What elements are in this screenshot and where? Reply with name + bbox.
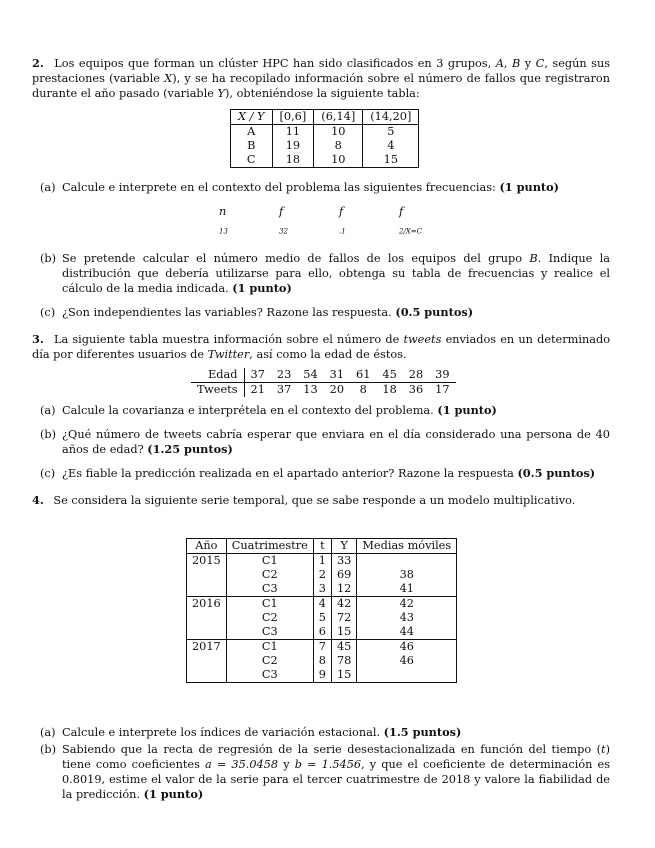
points: (0.5 puntos) — [517, 466, 596, 481]
item-body: Se pretende calcular el número medio de fallos de los equipos del grupo — [62, 252, 523, 266]
time-series-table — [186, 538, 457, 683]
question-4-items — [32, 725, 610, 802]
table-row — [191, 383, 456, 398]
question-3-intro — [32, 332, 610, 362]
frequency-list — [219, 204, 610, 239]
item-body: ¿Es fiable la predicción realizada en el apartado anterior? Razone la respuesta — [62, 467, 514, 481]
table-cell: 23 — [271, 368, 297, 383]
table-cell: 8 — [359, 383, 367, 397]
table-cell: 1 — [313, 554, 331, 569]
table-cell: 15 — [331, 668, 356, 683]
table-cell — [357, 668, 457, 683]
row-label: B — [231, 139, 273, 153]
table-cell: 5 — [363, 125, 419, 140]
item-text — [62, 251, 610, 296]
frequency-f-1 — [339, 204, 399, 239]
table-cell: 8 — [313, 654, 331, 668]
table-cell: 11 — [272, 125, 314, 140]
item-label: (b) — [40, 743, 57, 757]
table-cell: C2 — [226, 568, 313, 582]
item-text — [62, 742, 610, 802]
group-b: B — [511, 57, 521, 70]
row-label: Tweets — [191, 383, 244, 398]
table-row — [187, 582, 457, 597]
table-cell: 13 — [303, 383, 318, 397]
intro-text: ), y se ha recopilado información sobre el número de fallos que registraron durante el año pasado (variable — [32, 72, 610, 100]
table-cell: 44 — [357, 625, 457, 640]
freq-sub: 32 — [279, 227, 288, 236]
table-row — [231, 139, 419, 153]
item-body: Calcule e interprete los índices de variación estacional. — [62, 726, 381, 740]
table-cell: 42 — [331, 597, 356, 612]
question-2-items — [32, 180, 610, 320]
item-label: (a) — [40, 404, 56, 418]
coef-b: b = 1.5456 — [294, 758, 362, 772]
year-cell — [187, 582, 227, 597]
intro-text: ), obteniéndose la siguiente tabla: — [225, 87, 420, 100]
table-cell: 54 — [297, 368, 323, 383]
table-cell: 42 — [357, 597, 457, 612]
year-cell: 2015 — [187, 554, 227, 569]
table-header-row — [187, 539, 457, 554]
year-cell — [187, 568, 227, 582]
table-cell: 41 — [357, 582, 457, 597]
corner-label: X / Y — [238, 110, 265, 123]
row-label: A — [231, 125, 273, 140]
table-cell: 45 — [376, 368, 402, 383]
question-number: 4. — [32, 493, 44, 508]
table-cell — [357, 554, 457, 569]
table-cell: 78 — [331, 654, 356, 668]
item-body: ¿Son independientes las variables? Razone las respuesta. — [62, 306, 392, 320]
item-label: (b) — [40, 428, 57, 442]
points: (0.5 puntos) — [395, 305, 474, 320]
table-cell: 21 — [250, 383, 265, 397]
exam-page — [32, 56, 610, 804]
table-cell: 10 — [314, 153, 363, 168]
table-corner-header — [231, 110, 273, 125]
col-header: (6,14] — [314, 110, 363, 125]
item-text — [62, 403, 610, 418]
item-label: (a) — [40, 726, 56, 740]
intro-text: , según sus prestaciones (variable — [32, 57, 611, 85]
table-cell: 12 — [331, 582, 356, 597]
year-cell — [187, 611, 227, 625]
variable-y: Y — [217, 87, 226, 100]
question-4-intro — [32, 493, 610, 508]
table-row — [187, 597, 457, 612]
row-label: C — [231, 153, 273, 168]
table-cell: 4 — [363, 139, 419, 153]
twitter-term: Twitter — [207, 348, 250, 362]
sep: , — [503, 57, 508, 70]
year-cell — [187, 668, 227, 683]
sub-question-b — [32, 742, 610, 802]
table-cell: 2 — [313, 568, 331, 582]
table-cell: C3 — [226, 582, 313, 597]
table-cell: 10 — [314, 125, 363, 140]
question-3-items — [32, 403, 610, 481]
col-header: Cuatrimestre — [226, 539, 313, 554]
item-label: (b) — [40, 252, 57, 266]
table-cell: 8 — [314, 139, 363, 153]
question-3 — [32, 332, 610, 481]
table-cell: 72 — [331, 611, 356, 625]
table-cell: 5 — [313, 611, 331, 625]
table-cell: 4 — [313, 597, 331, 612]
item-text — [62, 180, 610, 195]
intro-text: , así como la edad de éstos. — [249, 348, 407, 362]
item-text — [62, 466, 610, 481]
table-cell: C1 — [226, 554, 313, 569]
item-body: , y que el coeficiente de determinación es 0.8019, estime el valor de la serie para el tercer cuatrimestre de 2018 y valore la fiabilidad de la predicción. — [62, 758, 610, 802]
intro-text: Los equipos que forman un clúster HPC han sido clasificados en 3 grupos, — [54, 57, 492, 70]
table-cell: C2 — [226, 654, 313, 668]
col-header: [0,6] — [272, 110, 314, 125]
question-number: 2. — [32, 56, 44, 70]
table-row — [187, 568, 457, 582]
item-label: (c) — [40, 306, 56, 320]
table-row — [187, 654, 457, 668]
table-cell: 46 — [357, 654, 457, 668]
table-cell: C3 — [226, 668, 313, 683]
points: (1 punto) — [437, 403, 497, 418]
sub-question-b — [32, 251, 610, 296]
table-cell: 37 — [244, 368, 271, 383]
item-label: (a) — [40, 181, 56, 194]
table-cell: 17 — [435, 383, 450, 397]
col-header: t — [313, 539, 331, 554]
question-2 — [32, 56, 610, 320]
table-cell: 69 — [331, 568, 356, 582]
table-row — [231, 153, 419, 168]
table-cell: 20 — [329, 383, 345, 397]
item-label: (c) — [40, 467, 56, 481]
table-cell: 37 — [276, 383, 292, 397]
table-cell: 19 — [272, 139, 314, 153]
table-row — [191, 368, 456, 383]
sub-question-a — [32, 403, 610, 418]
tweets-term: tweets — [403, 333, 442, 347]
freq-sub: 2/X=C — [399, 227, 423, 236]
group-a: A — [495, 57, 504, 70]
frequency-n13 — [219, 204, 279, 239]
group-c: C — [535, 57, 545, 70]
points: (1 punto) — [499, 180, 560, 194]
year-cell — [187, 625, 227, 640]
row-label: Edad — [191, 368, 244, 383]
sub-question-b — [32, 427, 610, 457]
table-cell: 36 — [408, 383, 424, 397]
item-text — [62, 427, 610, 457]
table-cell: C2 — [226, 611, 313, 625]
freq-sub: 13 — [219, 227, 228, 236]
table-cell: 43 — [357, 611, 457, 625]
variable-x: X — [164, 72, 173, 85]
freq-base: f — [279, 205, 284, 218]
col-header: Y — [331, 539, 356, 554]
table-cell: 45 — [331, 640, 356, 655]
item-body: Calcule e interprete en el contexto del problema las siguientes frecuencias: — [62, 181, 496, 194]
item-body: ) tiene como coeficientes — [62, 743, 610, 772]
col-header: (14,20] — [363, 110, 419, 125]
col-header: Medias móviles — [357, 539, 457, 554]
table-cell: 28 — [403, 368, 429, 383]
table-row — [187, 668, 457, 683]
item-body: Sabiendo que la recta de regresión de la serie desestacionalizada en función del tiempo ( — [62, 743, 602, 757]
frequency-f32 — [279, 204, 339, 239]
question-4 — [32, 493, 610, 802]
item-body: ¿Qué número de tweets cabría esperar que enviara en el día considerado una persona de 40 años de edad? — [62, 428, 610, 457]
table-cell: C1 — [226, 640, 313, 655]
points: (1 punto) — [232, 281, 292, 296]
table-cell: C3 — [226, 625, 313, 640]
group-b: B — [529, 252, 538, 266]
sub-question-c — [32, 305, 610, 320]
item-body: . Indique la distribución que debería utilizarse para ello, obtenga su tabla de frecuencias y realice el cálculo de la media indicada. — [62, 252, 610, 296]
table-cell: 15 — [331, 625, 356, 640]
table-cell: 7 — [313, 640, 331, 655]
age-tweets-table — [191, 368, 456, 397]
table-cell: 15 — [363, 153, 419, 168]
coef-a: a = 35.0458 — [205, 758, 279, 772]
table-cell: 18 — [382, 383, 397, 397]
item-body: y — [283, 758, 290, 772]
year-cell: 2016 — [187, 597, 227, 612]
table-row — [231, 125, 419, 140]
sub-question-a — [32, 180, 610, 195]
freq-base: f — [399, 205, 404, 218]
contingency-table — [230, 109, 419, 168]
table-cell: 18 — [272, 153, 314, 168]
table-row — [187, 554, 457, 569]
year-cell — [187, 654, 227, 668]
var-t: t — [601, 743, 606, 757]
intro-text: La siguiente tabla muestra información sobre el número de — [53, 333, 400, 347]
year-cell: 2017 — [187, 640, 227, 655]
intro-text: enviados en un determinado día por diferentes usuarios de — [32, 333, 611, 362]
table-row — [187, 640, 457, 655]
table-cell: 46 — [357, 640, 457, 655]
col-header: Año — [187, 539, 227, 554]
item-text — [62, 725, 610, 740]
sub-question-c — [32, 466, 610, 481]
table-cell: 6 — [313, 625, 331, 640]
table-cell: C1 — [226, 597, 313, 612]
table-cell: 33 — [331, 554, 356, 569]
freq-base: f — [339, 205, 344, 218]
freq-base: n — [219, 205, 227, 218]
sub-question-a — [32, 725, 610, 740]
table-cell: 38 — [357, 568, 457, 582]
points: (1.5 puntos) — [383, 725, 462, 740]
table-cell: 9 — [313, 668, 331, 683]
table-row — [187, 625, 457, 640]
table-cell: 61 — [350, 368, 376, 383]
table-cell: 39 — [429, 368, 455, 383]
table-cell: 3 — [313, 582, 331, 597]
question-2-intro — [32, 56, 610, 101]
points: (1 punto) — [143, 787, 204, 802]
item-text — [62, 305, 610, 320]
item-body: Calcule la covarianza e interprétela en el contexto del problema. — [62, 404, 434, 418]
sep: y — [524, 57, 532, 70]
frequency-f2-xc — [399, 204, 469, 239]
points: (1.25 puntos) — [147, 442, 233, 457]
intro-text: Se considera la siguiente serie temporal, que se sabe responde a un modelo multiplicativo. — [53, 494, 576, 508]
table-cell: 31 — [324, 368, 350, 383]
table-row — [187, 611, 457, 625]
freq-sub: .1 — [339, 227, 346, 236]
question-number: 3. — [32, 332, 44, 347]
